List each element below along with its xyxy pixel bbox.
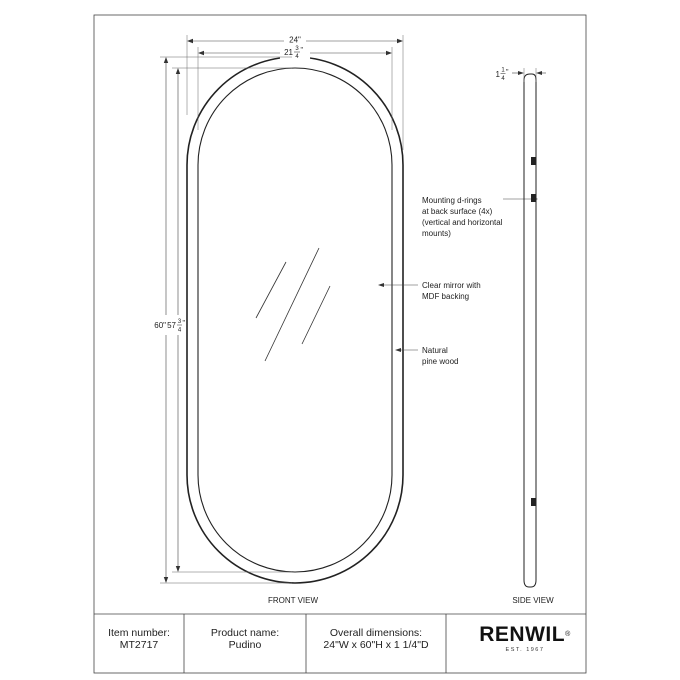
svg-text:MDF backing: MDF backing <box>422 292 470 301</box>
overall-height-label: 60" <box>154 321 166 330</box>
item-number-value: MT2717 <box>119 639 159 651</box>
svg-text:(vertical and horizontal: (vertical and horizontal <box>422 218 503 227</box>
renwil-logo <box>470 618 580 664</box>
svg-text:": " <box>300 47 303 54</box>
depth-label <box>496 68 509 83</box>
arrowhead <box>386 51 392 55</box>
svg-text:Mounting d-rings: Mounting d-rings <box>422 196 482 205</box>
product-name-value: Pudino <box>228 639 262 651</box>
item-number-cell <box>94 614 184 674</box>
arrowhead <box>518 71 524 75</box>
arrowhead <box>397 39 403 43</box>
mounting-callout <box>422 196 503 238</box>
svg-text:1: 1 <box>495 70 500 79</box>
svg-text:21: 21 <box>284 48 293 57</box>
svg-text:at back surface (4x): at back surface (4x) <box>422 207 493 216</box>
arrowhead <box>176 68 180 74</box>
overall-width-label: 24" <box>289 35 301 45</box>
side-view-profile <box>524 74 536 587</box>
arrowhead <box>395 348 401 352</box>
product-name-cell <box>184 614 306 674</box>
glare-line <box>302 286 330 344</box>
front-view-label: FRONT VIEW <box>267 596 319 605</box>
svg-text:Natural: Natural <box>422 346 448 355</box>
svg-text:": " <box>506 69 509 76</box>
d-ring <box>531 194 536 202</box>
svg-text:3: 3 <box>295 46 299 52</box>
svg-text:3: 3 <box>177 319 182 325</box>
glare-line <box>256 262 286 318</box>
sheet-border <box>94 15 586 673</box>
arrowhead <box>536 71 542 75</box>
d-ring <box>531 498 536 506</box>
svg-text:4: 4 <box>177 327 182 334</box>
d-ring <box>531 157 536 165</box>
svg-text:mounts): mounts) <box>422 229 451 238</box>
product-name-label: Product name: <box>210 627 280 639</box>
logo-tagline: EST. 1967 <box>505 647 545 653</box>
overall-dimensions-cell <box>306 614 446 674</box>
mirror-callout <box>422 281 481 301</box>
arrowhead <box>164 577 168 583</box>
overall-dimensions-value: 24"W x 60"H x 1 1/4"D <box>323 639 429 651</box>
mirror-frame-outer <box>187 57 403 583</box>
svg-text:57: 57 <box>167 321 176 330</box>
logo-wordmark: RENWIL® <box>479 623 571 646</box>
arrowhead <box>164 57 168 63</box>
wood-callout <box>422 346 458 366</box>
glare-line <box>265 248 319 361</box>
svg-text:1: 1 <box>501 67 505 74</box>
item-number-label: Item number: <box>108 627 170 639</box>
svg-text:pine wood: pine wood <box>422 357 459 366</box>
svg-text:4: 4 <box>501 76 505 82</box>
arrowhead <box>378 283 384 287</box>
side-view-label: SIDE VIEW <box>512 596 554 605</box>
arrowhead <box>198 51 204 55</box>
svg-text:": " <box>182 320 185 327</box>
overall-dimensions-label: Overall dimensions: <box>329 627 423 639</box>
mirror-glass-inner <box>198 68 392 572</box>
svg-text:4: 4 <box>295 54 299 60</box>
arrowhead <box>187 39 193 43</box>
arrowhead <box>176 566 180 572</box>
svg-text:Clear mirror with: Clear mirror with <box>422 281 481 290</box>
